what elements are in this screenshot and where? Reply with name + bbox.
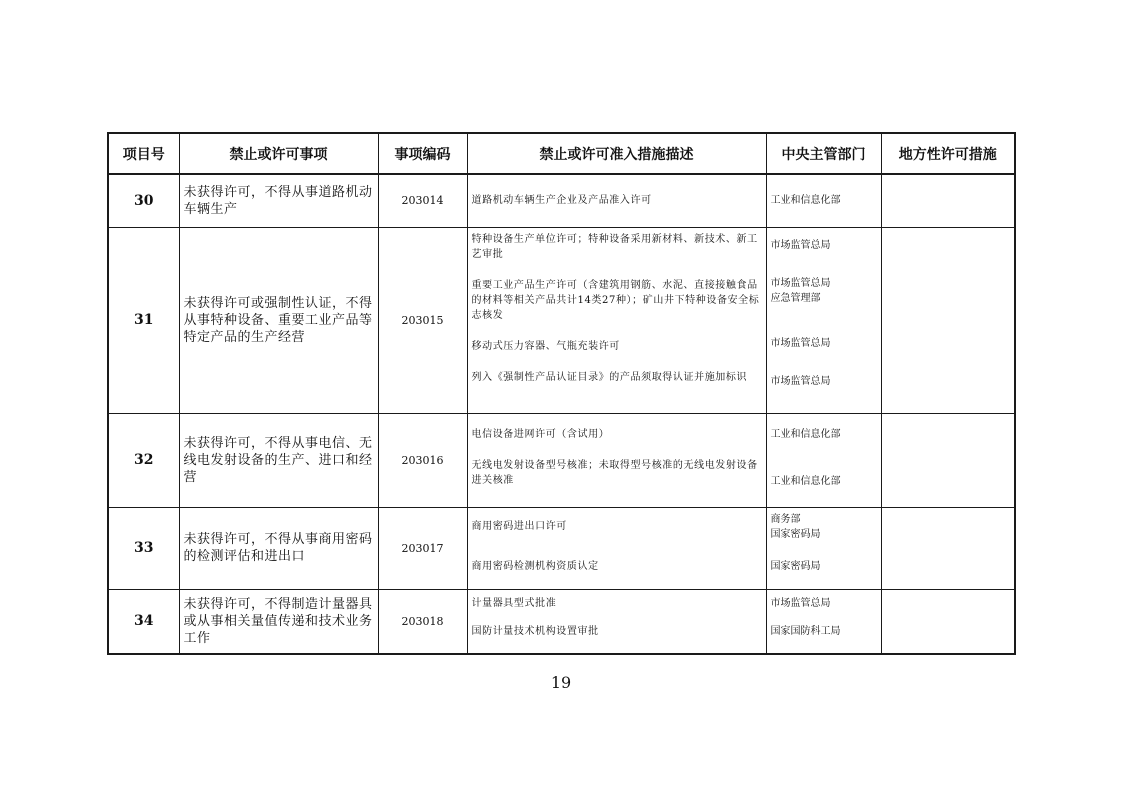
local-measure-cell bbox=[881, 227, 1015, 413]
department-cell bbox=[766, 413, 881, 507]
matter-code: 203016 bbox=[378, 413, 467, 507]
department: 市场监管总局 bbox=[770, 375, 831, 387]
department-cell bbox=[766, 174, 881, 227]
measure-description-cell bbox=[467, 507, 766, 589]
item-number: 32 bbox=[108, 413, 179, 507]
measure-description: 道路机动车辆生产企业及产品准入许可 bbox=[471, 195, 652, 206]
matter-code: 203014 bbox=[378, 174, 467, 227]
matter-text: 未获得许可，不得从事商用密码的检测评估和进出口 bbox=[179, 507, 378, 589]
header-item-number: 项目号 bbox=[108, 133, 179, 174]
table-row bbox=[108, 174, 1015, 227]
local-measure-cell bbox=[881, 174, 1015, 227]
table-row bbox=[108, 589, 1015, 654]
table-row bbox=[108, 413, 1015, 507]
local-measure-cell bbox=[881, 589, 1015, 654]
table-row bbox=[108, 507, 1015, 589]
department: 商务部 国家密码局 bbox=[770, 513, 821, 540]
department: 工业和信息化部 bbox=[770, 475, 841, 487]
measure-description: 商用密码进出口许可 bbox=[471, 520, 567, 532]
measure-description: 计量器具型式批准 bbox=[471, 597, 557, 609]
item-number: 34 bbox=[108, 589, 179, 654]
table-row bbox=[108, 227, 1015, 413]
department: 市场监管总局 bbox=[770, 597, 831, 609]
measure-description-cell bbox=[467, 589, 766, 654]
measure-description-cell bbox=[467, 227, 766, 413]
header-measure-description: 禁止或许可准入措施描述 bbox=[467, 133, 766, 174]
department-cell bbox=[766, 589, 881, 654]
item-number: 30 bbox=[108, 174, 179, 227]
matter-code: 203015 bbox=[378, 227, 467, 413]
header-matter-code: 事项编码 bbox=[378, 133, 467, 174]
matter-code: 203018 bbox=[378, 589, 467, 654]
local-measure-cell bbox=[881, 413, 1015, 507]
measure-description: 电信设备进网许可（含试用） bbox=[471, 428, 610, 440]
department: 市场监管总局 bbox=[770, 239, 831, 251]
matter-text: 未获得许可，不得从事道路机动车辆生产 bbox=[179, 174, 378, 227]
department: 市场监管总局 应急管理部 bbox=[770, 277, 831, 304]
matter-text: 未获得许可，不得从事电信、无线电发射设备的生产、进口和经营 bbox=[179, 413, 378, 507]
measure-description: 无线电发射设备型号核准；未取得型号核准的无线电发射设备进关核准 bbox=[471, 459, 758, 486]
measure-description: 国防计量技术机构设置审批 bbox=[471, 625, 599, 637]
measure-description-cell bbox=[467, 174, 766, 227]
item-number: 33 bbox=[108, 507, 179, 589]
page-number: 19 bbox=[550, 673, 572, 692]
header-central-department: 中央主管部门 bbox=[766, 133, 881, 174]
measure-description-cell bbox=[467, 413, 766, 507]
department-cell bbox=[766, 227, 881, 413]
department: 国家密码局 bbox=[770, 560, 821, 572]
matter-text: 未获得许可，不得制造计量器具或从事相关量值传递和技术业务工作 bbox=[179, 589, 378, 654]
department: 国家国防科工局 bbox=[770, 625, 841, 637]
matter-code: 203017 bbox=[378, 507, 467, 589]
regulation-table bbox=[107, 132, 1016, 655]
measure-description: 移动式压力容器、气瓶充装许可 bbox=[471, 340, 620, 352]
measure-description: 特种设备生产单位许可；特种设备采用新材料、新技术、新工艺审批 bbox=[471, 233, 758, 260]
local-measure-cell bbox=[881, 507, 1015, 589]
table-header-row bbox=[108, 133, 1015, 174]
department: 市场监管总局 bbox=[770, 337, 831, 349]
item-number: 31 bbox=[108, 227, 179, 413]
matter-text: 未获得许可或强制性认证，不得从事特种设备、重要工业产品等特定产品的生产经营 bbox=[179, 227, 378, 413]
department: 工业和信息化部 bbox=[770, 195, 841, 206]
header-local-measures: 地方性许可措施 bbox=[881, 133, 1015, 174]
department: 工业和信息化部 bbox=[770, 428, 841, 440]
measure-description: 重要工业产品生产许可（含建筑用钢筋、水泥、直接接触食品的材料等相关产品共计14类27种）；矿山井下特种设备安全标志核发 bbox=[471, 279, 760, 321]
measure-description: 列入《强制性产品认证目录》的产品须取得认证并施加标识 bbox=[471, 371, 748, 383]
header-matter: 禁止或许可事项 bbox=[179, 133, 378, 174]
department-cell bbox=[766, 507, 881, 589]
measure-description: 商用密码检测机构资质认定 bbox=[471, 560, 599, 572]
